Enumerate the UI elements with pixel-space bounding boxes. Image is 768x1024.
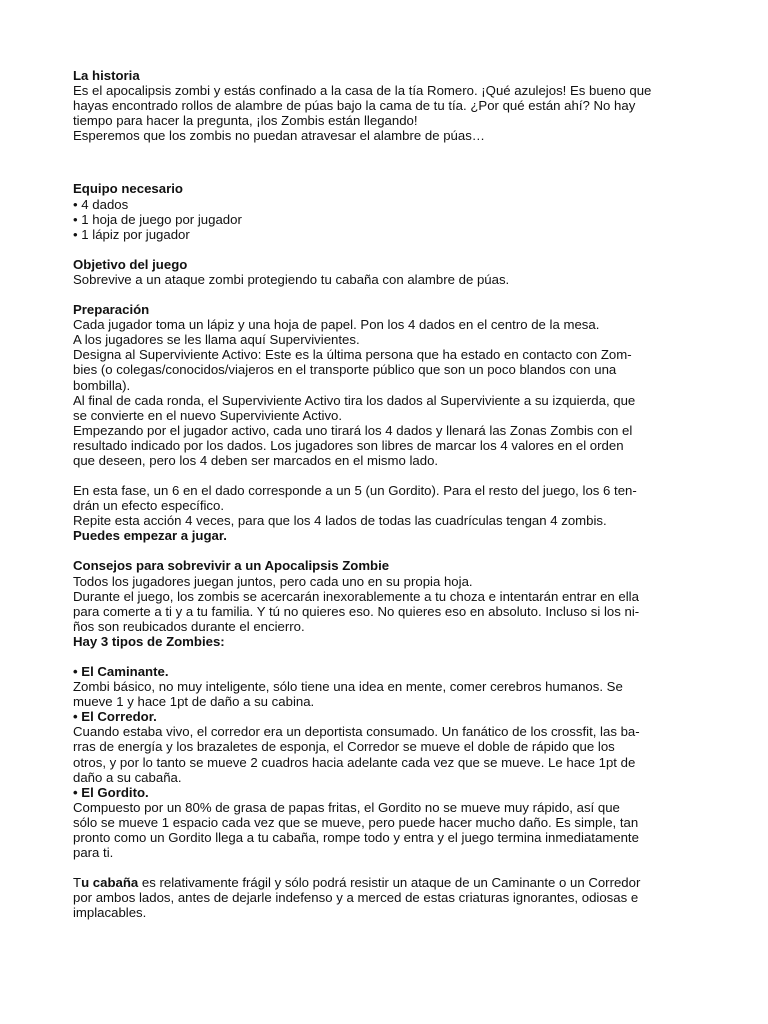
section-preparacion [73, 302, 708, 543]
preparacion-line: Cada jugador toma un lápiz y una hoja de papel. Pon los 4 dados en el centro de la mesa. [73, 317, 600, 333]
section-cabana [73, 875, 708, 920]
consejos-line: ños son reubicados durante el encierro. [73, 618, 305, 634]
zombie-type-line: daño a su cabaña. [73, 769, 182, 785]
section-equipo [73, 181, 708, 241]
zombie-type-name: • El Corredor. [73, 709, 708, 724]
spacer [73, 468, 708, 483]
zombie-type-line: Cuando estaba vivo, el corredor era un deportista consumado. Un fanático de los crossfit, las ba- [73, 724, 640, 740]
zombie-type-line: pronto como un Gordito llega a tu cabaña, rompe todo y entra y el juego termina inmediatamente [73, 830, 639, 846]
spacer [73, 543, 708, 558]
preparacion-line: bies (o colegas/conocidos/viajeros en el transporte público que son un poco blandos con una [73, 362, 617, 378]
preparacion-line: En esta fase, un 6 en el dado corresponde a un 5 (un Gordito). Para el resto del juego, los 6 ten- [73, 483, 637, 499]
cabana-line: implacables. [73, 905, 147, 921]
heading-preparacion: Preparación [73, 302, 150, 318]
preparacion-line: bombilla). [73, 377, 131, 393]
heading-equipo: Equipo necesario [73, 181, 183, 197]
historia-line: hayas encontrado rollos de alambre de púas bajo la cama de tu tía. ¿Por qué están ahí? No hay [73, 98, 636, 114]
preparacion-line: Repite esta acción 4 veces, para que los 4 lados de todas las cuadrículas tengan 4 zombis. [73, 513, 607, 529]
heading-consejos: Consejos para sobrevivir a un Apocalipsis Zombie [73, 558, 390, 574]
section-objetivo [73, 257, 708, 287]
spacer [73, 649, 708, 664]
equipo-item: • 4 dados [73, 197, 708, 212]
zombie-type-line: Zombi básico, no muy inteligente, sólo tiene una idea en mente, comer cerebros humanos. Se [73, 679, 623, 695]
cabana-line: por ambos lados, antes de dejarle indefenso y a merced de estas criaturas ignorantes, odiosas e [73, 890, 639, 906]
preparacion-line: A los jugadores se les llama aquí Supervivientes. [73, 332, 360, 348]
equipo-item: • 1 lápiz por jugador [73, 227, 708, 242]
consejos-line: para comerte a ti y a tu familia. Y tú no quieres eso. No quieres eso en absoluto. Incluso si los ni- [73, 603, 640, 619]
equipo-item: • 1 hoja de juego por jugador [73, 212, 708, 227]
spacer [73, 860, 708, 875]
cabana-bold: u cabaña [81, 875, 139, 891]
preparacion-line: Designa al Superviviente Activo: Este es la última persona que ha estado en contacto con Zom- [73, 347, 632, 363]
spacer [73, 173, 708, 181]
preparacion-line: resultado indicado por los dados. Los jugadores son libres de marcar los 4 valores en el orden [73, 437, 624, 453]
historia-line: Esperemos que los zombis no puedan atravesar el alambre de púas… [73, 128, 485, 144]
historia-line: Es el apocalipsis zombi y estás confinado a la casa de la tía Romero. ¡Qué azulejos! Es bueno que [73, 83, 652, 99]
consejos-line: Todos los jugadores juegan juntos, pero cada uno en su propia hoja. [73, 573, 473, 589]
zombie-type-line: otros, y por lo tanto se mueve 2 cuadros hacia adelante cada vez que se mueve. Le hace 1pt de [73, 754, 636, 770]
objetivo-line: Sobrevive a un ataque zombi protegiendo tu cabaña con alambre de púas. [73, 271, 510, 287]
zombie-type-line: para ti. [73, 845, 114, 861]
section-zombie-gordito [73, 785, 708, 860]
preparacion-line: Al final de cada ronda, el Superviviente Activo tira los dados al Superviviente a su izquierda, que [73, 392, 636, 408]
consejos-line: Durante el juego, los zombis se acercarán inexorablemente a tu choza e intentarán entrar en ella [73, 588, 639, 604]
start-line: Puedes empezar a jugar. [73, 528, 227, 544]
section-historia [73, 68, 708, 143]
spacer [73, 143, 708, 173]
section-zombie-caminante [73, 664, 708, 709]
cabana-first-line [73, 875, 708, 890]
cabana-rest: es relativamente frágil y sólo podrá resistir un ataque de un Caminante o un Corredor [138, 875, 641, 891]
heading-objetivo: Objetivo del juego [73, 256, 188, 272]
section-consejos [73, 558, 708, 649]
zombie-type-line: Compuesto por un 80% de grasa de papas fritas, el Gordito no se mueve muy rápido, así que [73, 799, 620, 815]
preparacion-line: Empezando por el jugador activo, cada uno tirará los 4 dados y llenará las Zonas Zombis con el [73, 422, 633, 438]
spacer [73, 242, 708, 257]
zombie-type-name: • El Caminante. [73, 664, 708, 679]
zombie-type-line: rras de energía y los brazaletes de esponja, el Corredor se mueve el doble de rápido que los [73, 739, 615, 755]
zombie-type-line: sólo se mueve 1 espacio cada vez que se mueve, pero puede hacer mucho daño. Es simple, tan [73, 814, 639, 830]
historia-line: tiempo para hacer la pregunta, ¡los Zombis están llegando! [73, 113, 418, 129]
preparacion-line: drán un efecto específico. [73, 498, 225, 514]
heading-historia: La historia [73, 68, 140, 83]
zombie-types-heading: Hay 3 tipos de Zombies: [73, 633, 225, 649]
cabana-prefix: T [73, 875, 82, 891]
zombie-type-name: • El Gordito. [73, 785, 708, 800]
spacer [73, 287, 708, 302]
preparacion-line: que deseen, pero los 4 deben ser marcados en el mismo lado. [73, 452, 439, 468]
zombie-type-line: mueve 1 y hace 1pt de daño a su cabina. [73, 694, 315, 710]
section-zombie-corredor [73, 709, 708, 784]
preparacion-line: se convierte en el nuevo Superviviente Activo. [73, 407, 343, 423]
